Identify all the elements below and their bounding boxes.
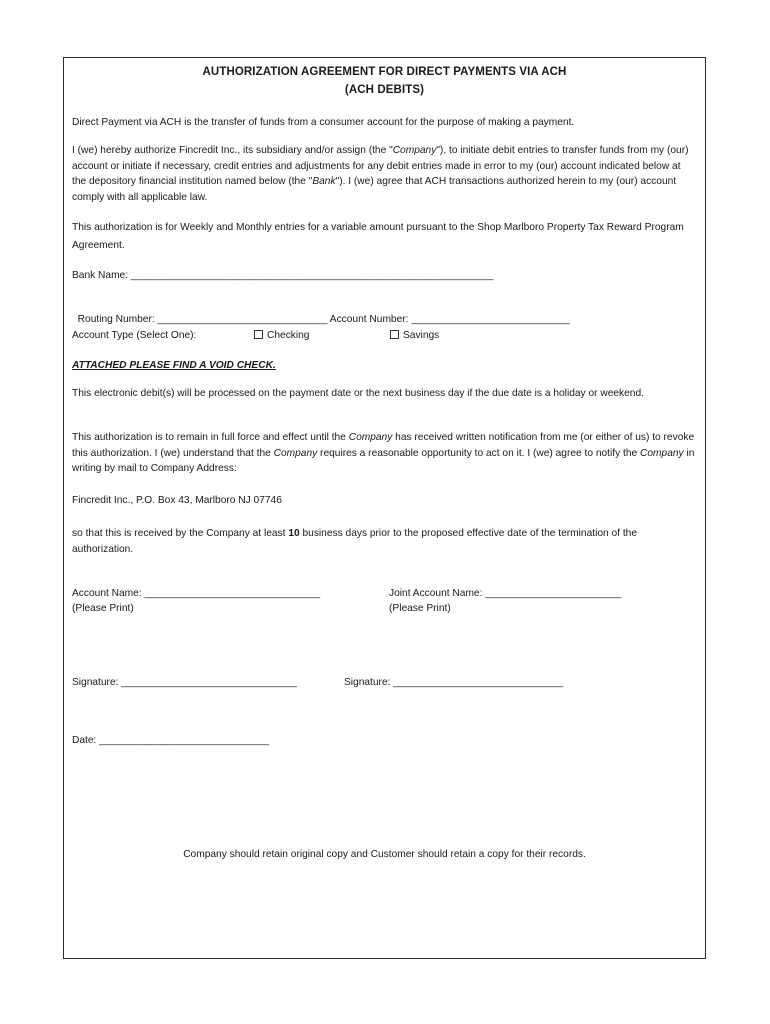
routing-number-field[interactable]: Routing Number: ______________________________ Account Number: ____________________________	[77, 313, 570, 325]
account-type-label: Account Type (Select One):	[72, 330, 197, 341]
intro-paragraph: Direct Payment via ACH is the transfer of funds from a consumer account for the purpose of making a payment.	[72, 117, 575, 128]
entries-paragraph: This authorization is for Weekly and Monthly entries for a variable amount pursuant to the Shop Marlboro Property Tax Reward Program Agreement.	[72, 222, 684, 251]
please-print-1: (Please Print)	[72, 603, 134, 614]
account-number-field[interactable]: Account Number: ____________________________	[329, 313, 570, 325]
savings-checkbox[interactable]	[390, 330, 399, 339]
company-address: Fincredit Inc., P.O. Box 43, Marlboro NJ 07746	[72, 495, 282, 506]
signature-field-1[interactable]: Signature: _______________________________	[72, 677, 297, 688]
void-check-notice: ATTACHED PLEASE FIND A VOID CHECK.	[72, 360, 276, 371]
processing-paragraph: This electronic debit(s) will be processed on the payment date or the next business day if the due date is a holiday or weekend.	[72, 388, 644, 399]
account-type-row	[72, 328, 697, 344]
form-title: AUTHORIZATION AGREEMENT FOR DIRECT PAYMENTS VIA ACH	[202, 66, 567, 78]
please-print-2: (Please Print)	[389, 603, 451, 614]
termination-paragraph: so that this is received by the Company at least 10 business days prior to the proposed effective date of the termination of the authorization.	[72, 528, 637, 555]
signature-field-2[interactable]: Signature: ______________________________	[344, 677, 564, 688]
joint-account-name-field[interactable]: Joint Account Name: ________________________	[389, 588, 622, 599]
savings-option[interactable]: Savings	[390, 328, 510, 344]
authorization-paragraph: I (we) hereby authorize Fincredit Inc., its subsidiary and/or assign (the "Company"), to initiate debit entries to transfer funds from my (our) account or initiate if necessary, credit entries and adjustments for any debit entries made in error to my (our) account indicated below at the depository financial institution named below (the "Bank"). I (we) agree that ACH transactions authorized herein to my (our) account comply with all applicable law.	[72, 145, 689, 203]
revocation-paragraph: This authorization is to remain in full force and effect until the Company has received written notification from me (or either of us) to revoke this authorization. I (we) understand that the Company requires a reasonable opportunity to act on it. I (we) agree to notify the Company in writing by mail to Company Address:	[72, 432, 695, 474]
form-subtitle: (ACH DEBITS)	[344, 84, 425, 96]
checking-checkbox[interactable]	[254, 330, 263, 339]
date-field[interactable]: Date: ______________________________	[72, 735, 270, 746]
footer-note: Company should retain original copy and Customer should retain a copy for their records.	[183, 849, 586, 860]
account-name-field[interactable]: Account Name: _______________________________	[72, 588, 321, 599]
checking-option[interactable]: Checking	[254, 328, 374, 344]
bank-name-field[interactable]: Bank Name: ________________________________________________________________	[72, 270, 494, 281]
